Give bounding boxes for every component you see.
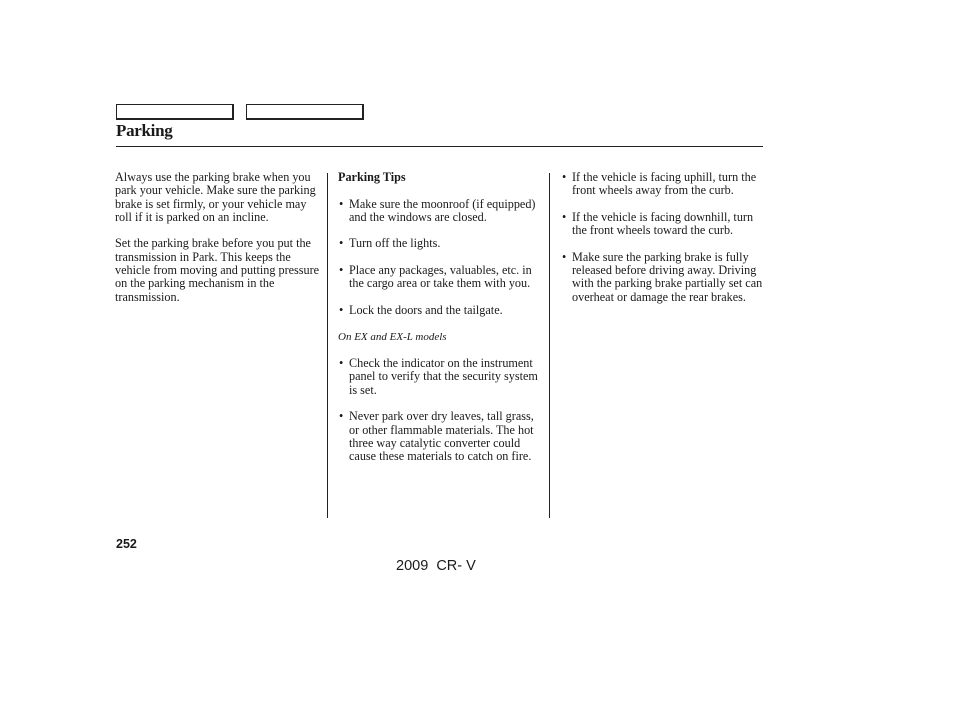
bullet-icon: • [339, 302, 344, 317]
bullet-icon: • [339, 409, 344, 424]
title-divider [116, 146, 763, 147]
intro-paragraph: Always use the parking brake when you park your vehicle. Make sure the parking brake is set firmly, or your vehicle may roll if it is parked on an incline. [115, 170, 316, 224]
column-divider [549, 173, 550, 518]
tips-list [338, 198, 543, 318]
list-item-text: Make sure the moonroof (if equipped) and the windows are closed. [349, 196, 536, 224]
column-parking-tips [338, 171, 543, 477]
bullet-icon: • [562, 249, 567, 264]
bullet-icon: • [339, 356, 344, 371]
model-note: On EX and EX-L models [338, 330, 447, 343]
list-item [561, 251, 763, 304]
column-divider [327, 173, 328, 518]
list-item-text: If the vehicle is facing uphill, turn the front wheels away from the curb. [572, 170, 757, 198]
list-item [561, 171, 763, 198]
incline-list [561, 171, 763, 304]
section-heading: Parking Tips [338, 170, 406, 184]
list-item-text: Check the indicator on the instrument panel to verify that the security system is set. [349, 356, 538, 397]
list-item [561, 211, 763, 238]
footer-model-name: 2009 CR- V [396, 558, 476, 574]
list-item-text: Place any packages, valuables, etc. in the cargo area or take them with you. [349, 263, 532, 291]
nav-tab-main-menu[interactable] [116, 104, 234, 120]
column-incline-tips [561, 171, 763, 317]
bullet-icon: • [339, 236, 344, 251]
list-item [338, 410, 543, 463]
bullet-icon: • [562, 209, 567, 224]
list-item [338, 264, 543, 291]
list-item-text: Make sure the parking brake is fully released before driving away. Driving with the parking brake partially set can overheat or damage the rear brakes. [572, 249, 763, 304]
list-item-text: Lock the doors and the tailgate. [349, 302, 503, 317]
bullet-icon: • [562, 170, 567, 184]
list-item [338, 357, 543, 397]
intro-paragraph: Set the parking brake before you put the transmission in Park. This keeps the vehicle from moving and putting pressure on the parking mechanism in the transmission. [115, 236, 320, 304]
page-title: Parking [116, 121, 173, 140]
list-item [338, 304, 543, 317]
bullet-icon: • [339, 263, 344, 278]
bullet-icon: • [339, 196, 344, 211]
page-number: 252 [116, 537, 137, 551]
column-intro [115, 171, 322, 317]
list-item-text: Never park over dry leaves, tall grass, or other flammable materials. The hot three way catalytic converter could cause these materials to catch on fire. [349, 409, 534, 464]
nav-tab-table-of-contents[interactable] [246, 104, 364, 120]
list-item [338, 198, 543, 225]
list-item [338, 237, 543, 250]
model-tips-list [338, 357, 543, 463]
list-item-text: Turn off the lights. [349, 236, 441, 251]
list-item-text: If the vehicle is facing downhill, turn the front wheels toward the curb. [572, 209, 754, 238]
